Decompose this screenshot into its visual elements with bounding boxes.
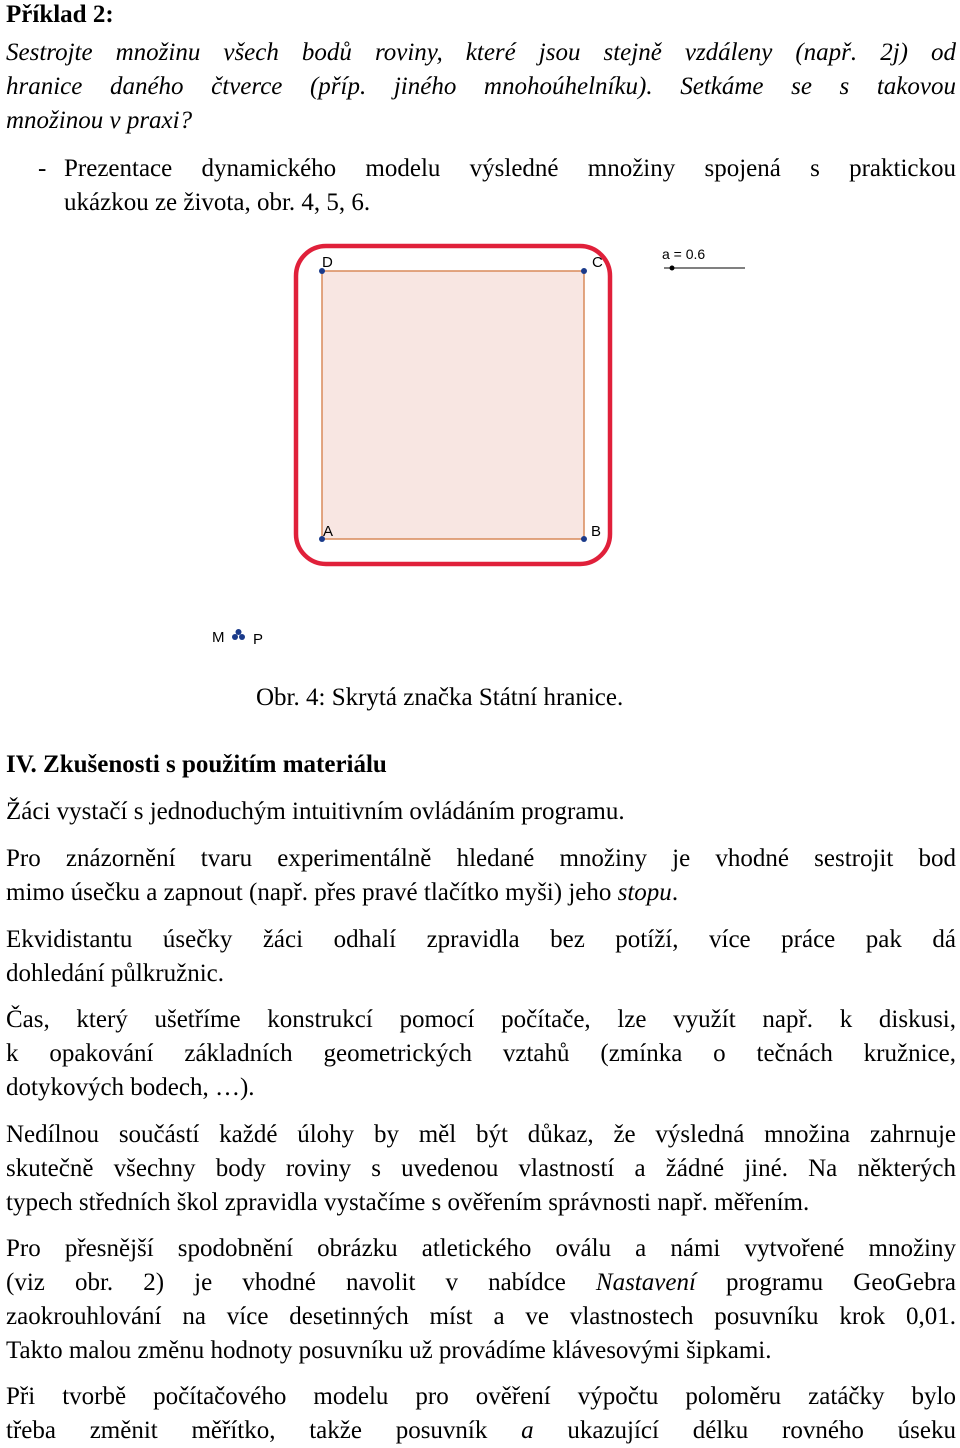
square-abcd <box>322 271 584 539</box>
label-c: C <box>592 254 603 271</box>
label-p: P <box>253 631 264 648</box>
slider-label: a = 0.6 <box>662 246 706 262</box>
paragraph-4-line-1: Čas, který ušetříme konstrukcí pomocí počítače, lze využít např. k diskusi, <box>6 1006 956 1033</box>
figure-caption: Obr. 4: Skrytá značka Státní hranice. <box>256 684 624 711</box>
point-m[interactable] <box>232 634 238 640</box>
paragraph-1: Žáci vystačí s jednoduchým intuitivním ovládáním programu. <box>6 798 625 825</box>
paragraph-6-line-4: Takto malou změnu hodnoty posuvníku už provádíme klávesovými šipkami. <box>6 1337 772 1364</box>
section-title: IV. Zkušenosti s použitím materiálu <box>6 751 387 778</box>
bullet-line-2: ukázkou ze života, obr. 4, 5, 6. <box>64 189 371 216</box>
label-b: B <box>591 523 602 540</box>
point-b <box>581 536 587 542</box>
paragraph-2-line-2: mimo úsečku a zapnout (např. přes pravé tlačítko myši) jeho stopu. <box>6 879 679 906</box>
geogebra-figure <box>180 238 780 658</box>
point-trace <box>236 629 242 635</box>
paragraph-3-line-1: Ekvidistantu úsečky žáci odhalí zpravidla bez potíží, více práce pak dá <box>6 926 956 953</box>
slider-handle[interactable] <box>670 266 675 271</box>
paragraph-2-line-1: Pro znázornění tvaru experimentálně hledané množiny je vhodné sestrojit bod <box>6 845 956 872</box>
paragraph-6-line-3: zaokrouhlování na více desetinných míst a ve vlastnostech posuvníku krok 0,01. <box>6 1303 956 1330</box>
point-c <box>581 268 587 274</box>
task-line-1: Sestrojte množinu všech bodů roviny, které jsou stejně vzdáleny (např. 2j) od <box>6 39 956 66</box>
task-line-3: množinou v praxi? <box>6 107 193 134</box>
example-heading: Příklad 2: <box>6 1 114 28</box>
paragraph-7-line-1: Při tvorbě počítačového modelu pro ověření výpočtu poloměru zatáčky bylo <box>6 1383 956 1410</box>
paragraph-6-line-1: Pro přesnější spodobnění obrázku atletického oválu a námi vytvořené množiny <box>6 1235 956 1262</box>
paragraph-3-line-2: dohledání půlkružnic. <box>6 960 224 987</box>
paragraph-5-line-1: Nedílnou součástí každé úlohy by měl být důkaz, že výsledná množina zahrnuje <box>6 1121 956 1148</box>
point-p[interactable] <box>239 634 245 640</box>
bullet-dash: - <box>38 155 47 182</box>
task-line-2: hranice daného čtverce (příp. jiného mnohoúhelníku). Setkáme se s takovou <box>6 73 956 100</box>
paragraph-5-line-3: typech středních škol zpravidla vystačíme s ověřením správnosti např. měřením. <box>6 1189 810 1216</box>
label-a: A <box>323 523 334 540</box>
bullet-line-1: Prezentace dynamického modelu výsledné množiny spojená s praktickou <box>64 155 956 182</box>
paragraph-6-line-2: (viz obr. 2) je vhodné navolit v nabídce Nastavení programu GeoGebra <box>6 1269 956 1296</box>
paragraph-5-line-2: skutečně všechny body roviny s uvedenou vlastností a žádné jiné. Na některých <box>6 1155 956 1182</box>
paragraph-7-line-2: třeba změnit měřítko, takže posuvník a ukazující délku rovného úseku <box>6 1417 956 1444</box>
paragraph-4-line-2: k opakování základních geometrických vztahů (zmínka o tečnách kružnice, <box>6 1040 956 1067</box>
label-m: M <box>212 629 225 646</box>
paragraph-4-line-3: dotykových bodech, …). <box>6 1074 255 1101</box>
label-d: D <box>322 254 333 271</box>
